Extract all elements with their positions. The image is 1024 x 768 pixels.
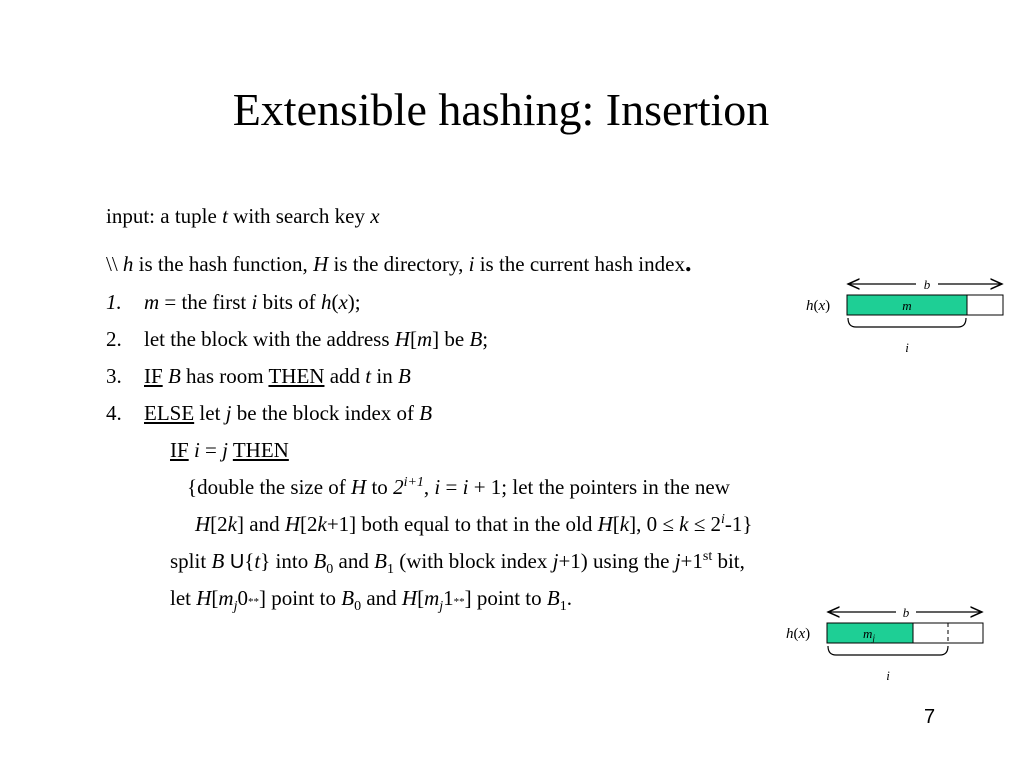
i-brace [828,646,948,655]
b-label: b [923,277,931,292]
i-label: i [886,668,890,683]
step-1: 1. m = the first i bits of h(x); [106,290,361,314]
if-line: IF i = j THEN [170,438,289,462]
hx-label: h(x) [786,626,811,642]
step-number: 1. [106,290,122,314]
slide-title: Extensible hashing: Insertion [232,84,770,135]
keyword-then: THEN [232,438,289,462]
hash-diagram-2 [770,600,1000,690]
split-line: split B U{t} into $B_0$ and $B_1$ (with block index j+1) using the j+1st bit, [170,549,745,577]
step-number: 4. [106,401,122,425]
mj-label: $m_j$ [863,626,875,643]
let-line: let $H[m_j0**]$ point to $B_0$ and $H[m_j1**]$ point to $B_1$. [170,586,572,614]
i-label: i [905,340,909,355]
hash-diagram-1 [790,272,1010,362]
i-brace [848,318,966,327]
keyword-if: IF [170,438,189,462]
b-label: b [902,605,910,620]
keyword-if: IF [144,364,163,388]
step-3: 3. IF B has room THEN add t in B [106,364,411,388]
step-4: 4. ELSE let j be the block index of B [106,401,433,425]
m-label: m [902,298,912,313]
double-line-2: H[2k] and H[2k+1] both equal to that in the old H[k], $0 \le k \le 2^i-1$} [195,512,753,536]
step-2: 2. let the block with the address H[m] be B; [106,327,489,351]
input-line: input: a tuple t with search key x [106,204,380,228]
union-symbol: U [224,551,245,573]
keyword-else: ELSE [144,401,195,425]
step-number: 2. [106,327,122,351]
hx-label: h(x) [806,298,831,314]
keyword-then: THEN [268,364,325,388]
double-line-1: {double the size of H to $2^{i+1}$, i = i + 1; let the pointers in the new [187,475,730,499]
comment-line: \\ h is the hash function, H is the directory, i is the current hash index. [106,248,692,277]
step-number: 3. [106,364,122,388]
page-number: 7 [924,706,936,728]
